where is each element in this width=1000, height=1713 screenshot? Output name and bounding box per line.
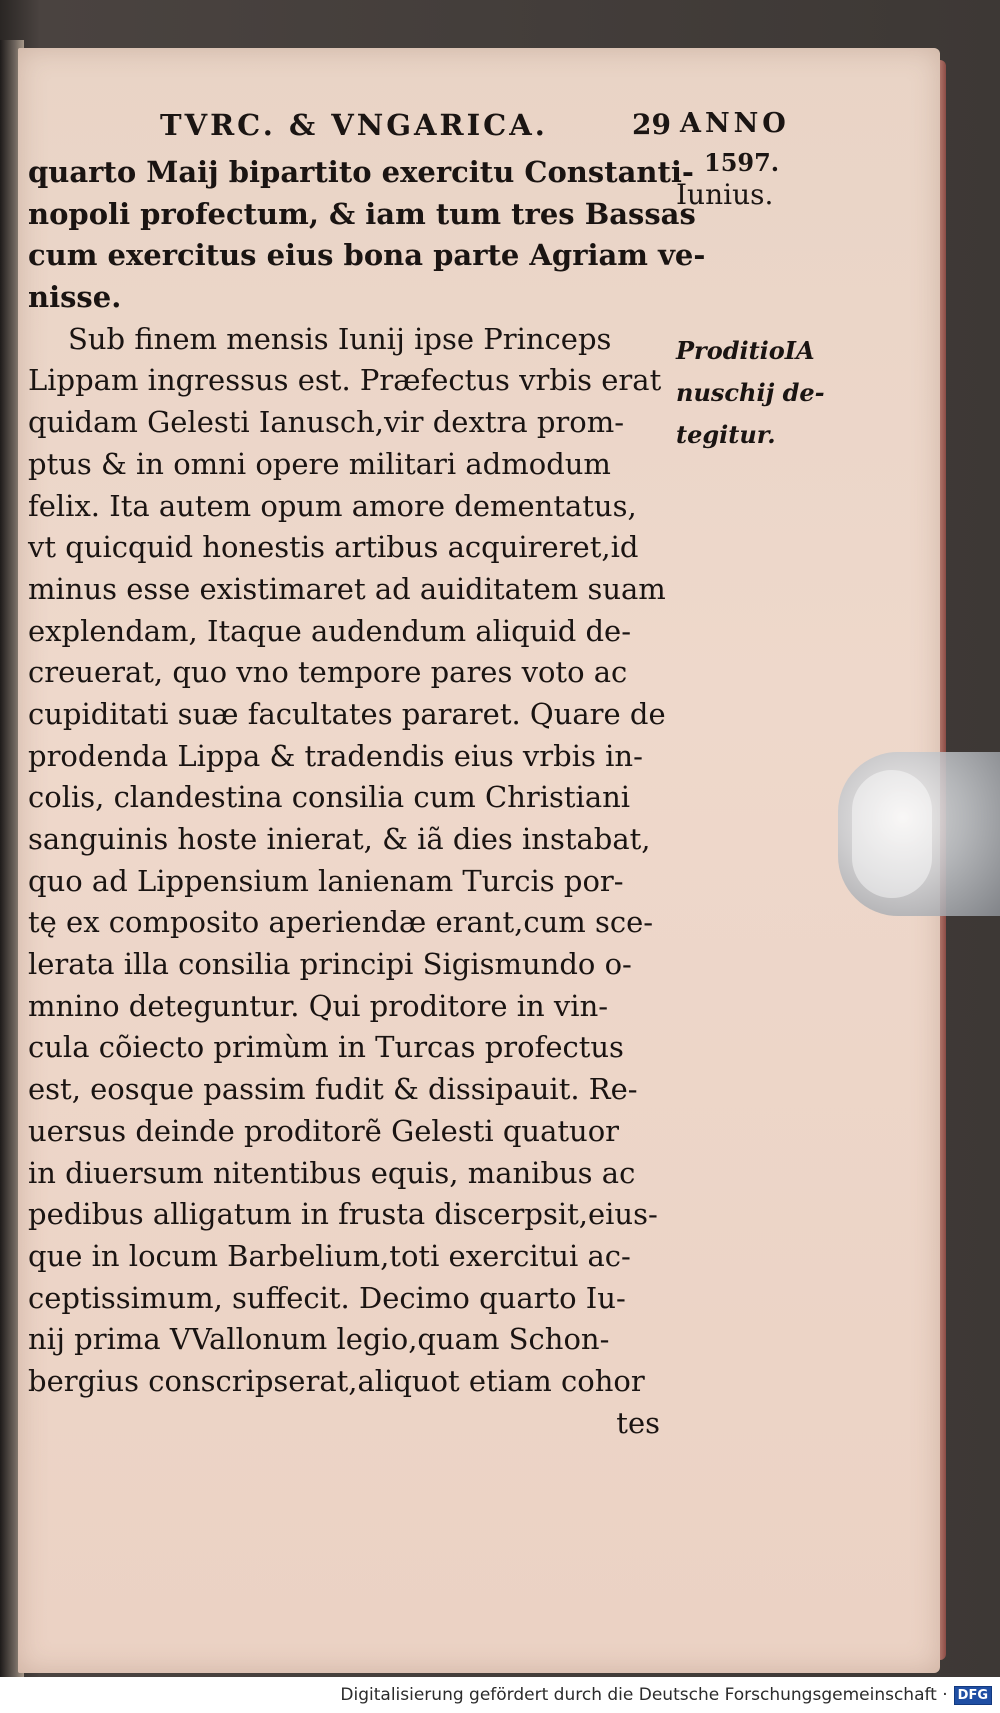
running-title: TVRC. & VNGARICA.: [160, 108, 548, 142]
text-line: quarto Maij bipartito exercitu Constanti-: [28, 155, 694, 189]
text-line: quidam Gelesti Ianusch,vir dextra prom-: [28, 405, 625, 440]
text-line: pedibus alligatum in frusta discerpsit,eius-: [28, 1197, 658, 1232]
text-line: colis, clandestina consilia cum Christiani: [28, 780, 631, 815]
margin-month: Iunius.: [676, 178, 774, 211]
text-line: sanguinis hoste inierat, & iã dies instabat,: [28, 822, 651, 856]
running-head: [160, 108, 680, 148]
text-line: Sub finem mensis Iunij ipse Princeps: [68, 321, 612, 356]
text-line: felix. Ita autem opum amore dementatus,: [28, 488, 637, 523]
text-line: bergius conscripserat,aliquot etiam cohor: [28, 1363, 645, 1398]
text-line: ceptissimum, suffecit. Decimo quarto Iu-: [28, 1280, 626, 1315]
margin-year: 1597.: [704, 148, 780, 177]
text-line: cupiditati suæ facultates pararet. Quare de: [28, 696, 666, 731]
text-line: in diuersum nitentibus equis, manibus ac: [28, 1155, 636, 1190]
text-line: quo ad Lippensium lanienam Turcis por-: [28, 863, 624, 898]
text-line: nij prima VVallonum legio,quam Schon-: [28, 1322, 610, 1357]
margin-anno-label: ANNO: [680, 108, 790, 139]
text-line: minus esse existimaret ad auiditatem suam: [28, 571, 666, 606]
body-text: [28, 152, 706, 1444]
text-line: que in locum Barbelium,toti exercitui ac-: [28, 1238, 631, 1273]
text-line: tę ex composito aperiendæ erant,cum sce-: [28, 905, 654, 940]
text-line: ptus & in omni opere militari admodum: [28, 446, 611, 481]
text-line: explendam, Itaque audendum aliquid de-: [28, 613, 631, 648]
text-line: cum exercitus eius bona parte Agriam ve-: [28, 238, 706, 273]
text-line: nopoli profectum, & iam tum tres Bassas: [28, 196, 696, 231]
marginal-note-line: tegitur.: [676, 420, 776, 449]
digitization-footer: [0, 1677, 1000, 1713]
marginal-note-line: ProditioIA: [676, 336, 815, 365]
catchword: tes: [616, 1405, 660, 1440]
funding-credit: Digitalisierung gefördert durch die Deutsche Forschungsgemeinschaft ·: [340, 1685, 948, 1705]
text-line: vt quicquid honestis artibus acquireret,id: [28, 530, 639, 565]
text-line: Lippam ingressus est. Præfectus vrbis erat: [28, 363, 662, 398]
marginal-note-line: nuschij de-: [676, 378, 825, 407]
page-clip-highlight: [852, 770, 932, 898]
text-line: uersus deinde proditorẽ Gelesti quatuor: [28, 1113, 620, 1148]
text-line: cula cõiecto primùm in Turcas profectus: [28, 1030, 624, 1065]
text-line: creuerat, quo vno tempore pares voto ac: [28, 655, 628, 690]
text-line: prodenda Lippa & tradendis eius vrbis in-: [28, 738, 643, 773]
text-line: nisse.: [28, 280, 122, 315]
text-line: est, eosque passim fudit & dissipauit. Re-: [28, 1072, 638, 1107]
text-line: mnino deteguntur. Qui proditore in vin-: [28, 988, 609, 1023]
text-line: lerata illa consilia principi Sigismundo o-: [28, 947, 632, 982]
page-number: 29: [632, 108, 671, 141]
dfg-logo-icon: DFG: [954, 1686, 992, 1705]
marginal-note: [676, 330, 825, 456]
